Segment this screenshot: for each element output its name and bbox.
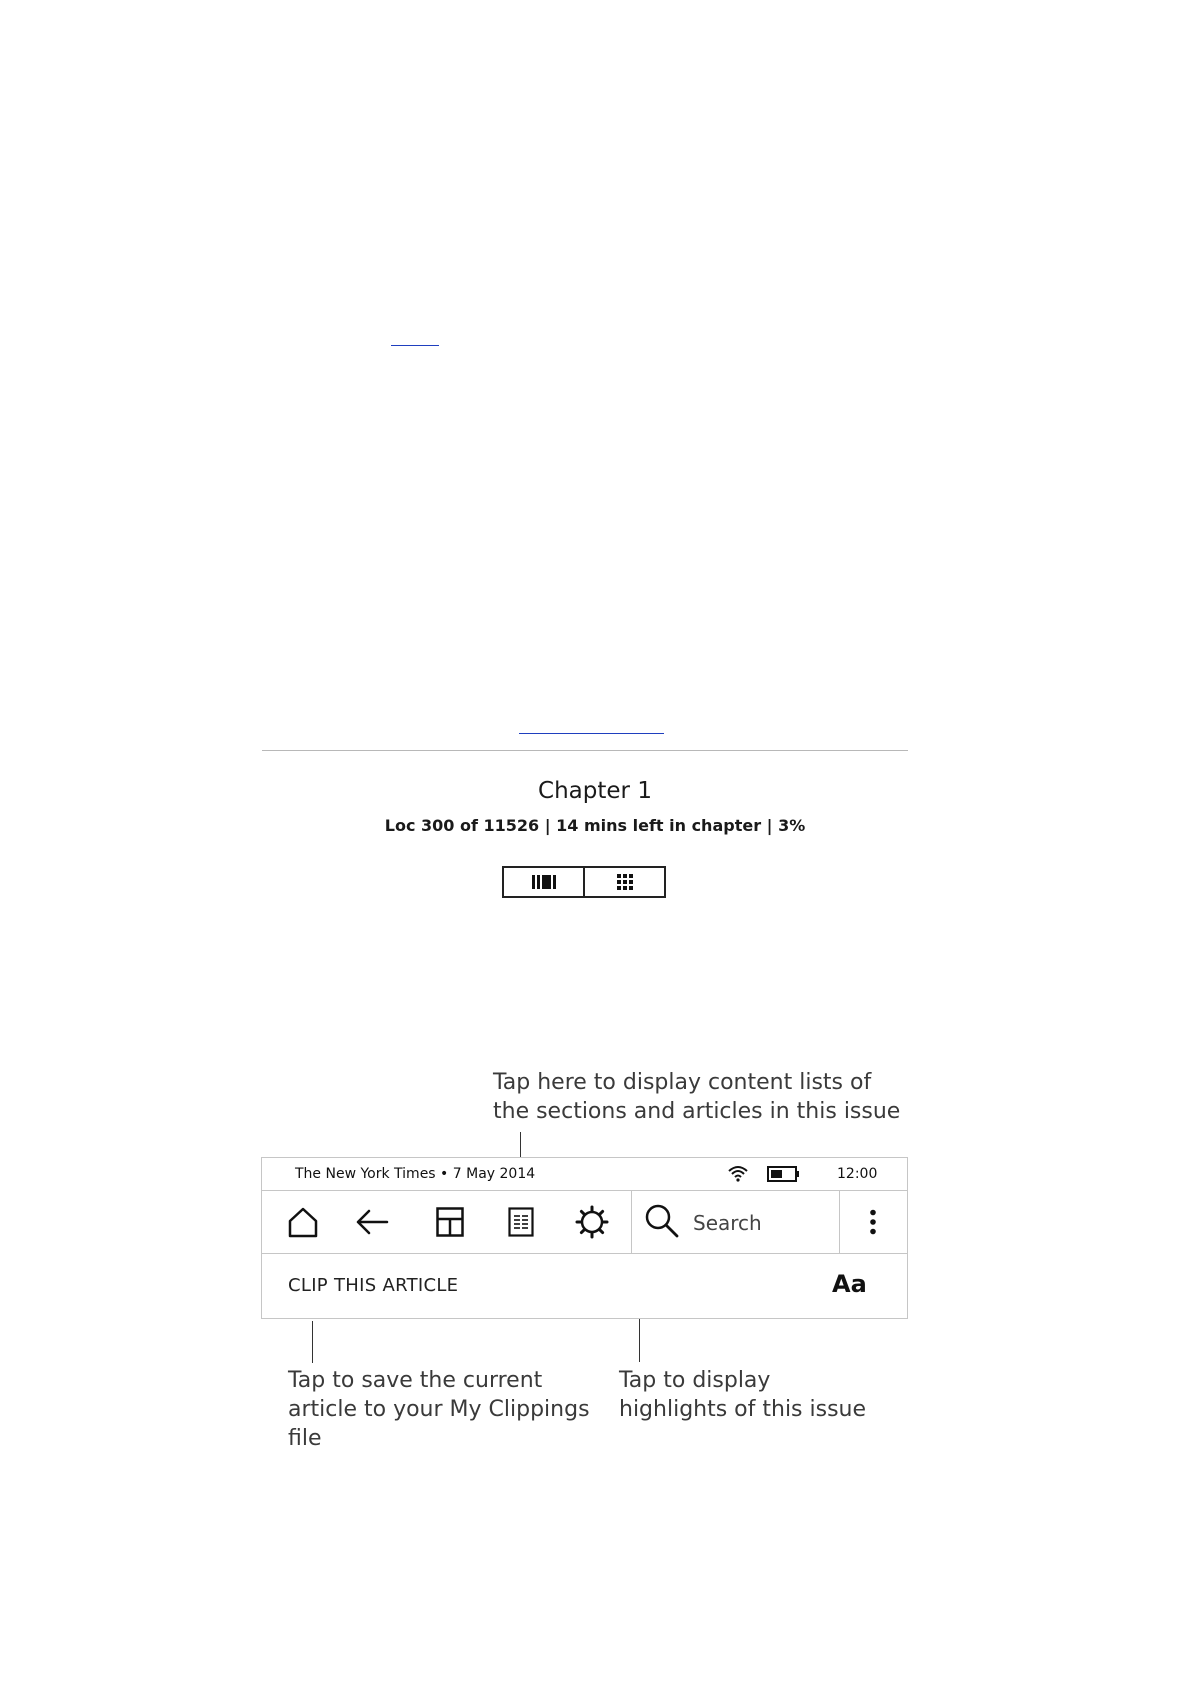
clip-row	[262, 1254, 907, 1318]
sections-button[interactable]	[429, 1201, 471, 1243]
callout-clip-line1: Tap to save the current	[288, 1368, 543, 1393]
callout-content-lists-line1: Tap here to display content lists of	[493, 1070, 872, 1095]
more-menu-button[interactable]	[852, 1201, 894, 1243]
callout-highlights-line1: Tap to display	[619, 1368, 771, 1393]
grid-view-button[interactable]	[583, 868, 664, 896]
home-icon	[287, 1206, 319, 1238]
callout-content-lists-line2: the sections and articles in this issue	[493, 1099, 901, 1124]
back-button[interactable]	[351, 1201, 393, 1243]
clock: 12:00	[837, 1166, 878, 1182]
wifi-icon	[727, 1164, 749, 1182]
search-field[interactable]	[631, 1191, 839, 1253]
toolbar-separator	[839, 1191, 840, 1253]
back-arrow-icon	[355, 1208, 389, 1236]
article-list-icon	[508, 1207, 534, 1237]
home-button[interactable]	[282, 1201, 324, 1243]
view-toggle	[502, 866, 666, 898]
link-underline-long[interactable]	[519, 733, 664, 734]
settings-gear-icon	[575, 1205, 609, 1239]
search-label: Search	[693, 1211, 762, 1235]
callout-content-lists	[493, 1068, 900, 1126]
publication-title: The New York Times • 7 May 2014	[295, 1166, 536, 1182]
link-underline-short[interactable]	[391, 345, 439, 346]
callout-clip-line2: article to your My Clippings	[288, 1397, 590, 1422]
location-info: Loc 300 of 11526 | 14 mins left in chapter | 3%	[384, 816, 806, 835]
callout-clip-line3: file	[288, 1426, 322, 1451]
clip-article-button[interactable]: CLIP THIS ARTICLE	[288, 1275, 459, 1296]
chapter-title: Chapter 1	[538, 778, 652, 804]
font-settings-button[interactable]: Aa	[832, 1270, 867, 1298]
grid-view-icon	[617, 874, 633, 890]
sections-grid-icon	[436, 1207, 464, 1237]
settings-button[interactable]	[571, 1201, 613, 1243]
section-divider	[262, 750, 908, 751]
toolbar-row	[262, 1191, 907, 1254]
callout-highlights	[619, 1366, 866, 1424]
battery-icon	[767, 1166, 801, 1182]
articles-button[interactable]	[500, 1201, 542, 1243]
page-flip-icon	[531, 875, 557, 889]
more-vertical-icon	[869, 1209, 877, 1235]
search-icon	[644, 1203, 680, 1239]
callout-clip	[288, 1366, 590, 1453]
callout-highlights-line2: highlights of this issue	[619, 1397, 867, 1422]
page-flip-button[interactable]	[504, 868, 583, 896]
periodical-toolbar	[261, 1157, 908, 1319]
status-bar	[262, 1158, 907, 1191]
leader-clip	[312, 1321, 313, 1363]
